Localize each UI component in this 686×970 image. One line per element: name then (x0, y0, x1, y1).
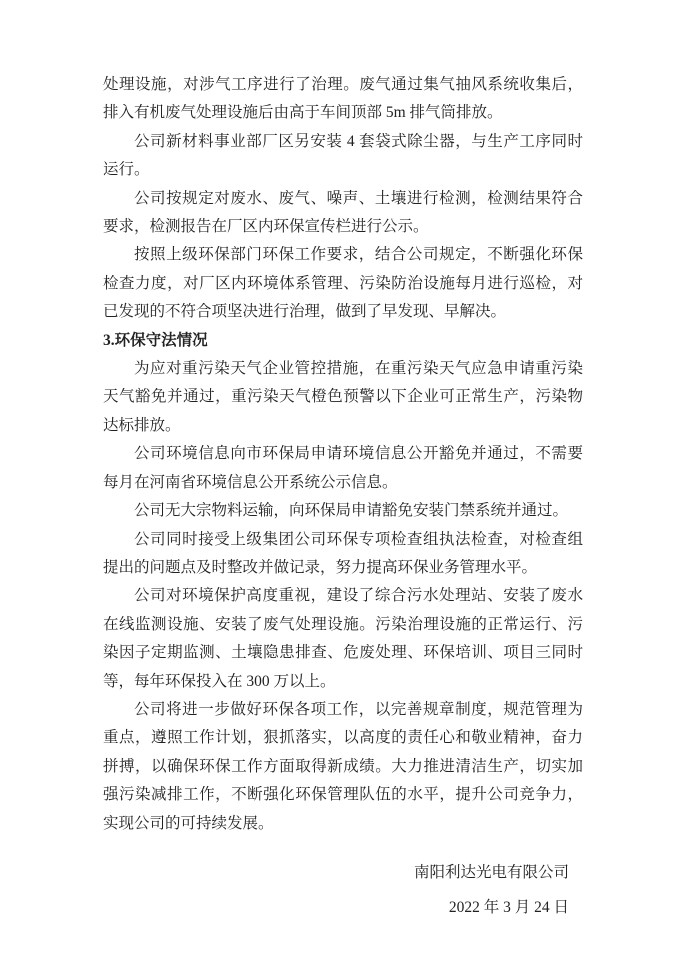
paragraph-future-plan: 公司将进一步做好环保各项工作，以完善规章制度，规范管理为重点，遵照工作计划，狠抓落实，以高度的责任心和敬业精神，奋力拼搏，以确保环保工作方面取得新成绩。大力推进清洁生产，切实加强污染减排工作，不断强化环保管理队伍的水平，提升公司竞争力，实现公司的可持续发展。 (103, 700, 583, 832)
paragraph-heavy-pollution-exemption: 为应对重污染天气企业管控措施，在重污染天气应急申请重污染天气豁免并通过，重污染天气橙色预警以下企业可正常生产，污染物达标排放。 (103, 360, 583, 434)
paragraph-environment-investment: 公司对环境保护高度重视，建设了综合污水处理站、安装了废水在线监测设施、安装了废气处理设施。污染治理设施的正常运行、污染因子定期监测、土壤隐患排查、危废处理、环保培训、项目三同时等，每年环保投入在 300 万以上。 (103, 587, 583, 690)
company-signature: 南阳利达光电有限公司 (413, 863, 569, 881)
section-heading-compliance: 3.环保守法情况 (103, 331, 208, 349)
document-body (103, 71, 583, 923)
paragraph-group-law-inspection: 公司同时接受上级集团公司环保专项检查组执法检查，对检查组提出的问题点及时整改并做记录，努力提高环保业务管理水平。 (103, 530, 583, 576)
paragraph-no-bulk-transport: 公司无大宗物料运输，向环保局申请豁免安装门禁系统并通过。 (134, 502, 569, 520)
paragraph-monthly-inspection: 按照上级环保部门环保工作要求，结合公司规定，不断强化环保检查力度，对厂区内环境体系管理、污染防治设施每月进行巡检，对已发现的不符合项坚决进行治理，做到了早发现、早解决。 (103, 246, 583, 321)
signature-date: 2022 年 3 月 24 日 (448, 899, 569, 917)
signature-block (103, 859, 583, 923)
paragraph-info-disclosure-exemption: 公司环境信息向市环保局申请环境信息公开豁免并通过，不需要每月在河南省环境信息公开系统公示信息。 (103, 445, 583, 491)
paragraph-dust-collectors: 公司新材料事业部厂区另安装 4 套袋式除尘器，与生产工序同时运行。 (103, 132, 583, 179)
paragraph-gas-treatment-continuation: 处理设施，对涉气工序进行了治理。废气通过集气抽风系统收集后，排入有机废气处理设施后由高于车间顶部 5m 排气筒排放。 (103, 76, 583, 122)
paragraph-testing-publicity: 公司按规定对废水、废气、噪声、土壤进行检测，检测结果符合要求，检测报告在厂区内环保宣传栏进行公示。 (103, 189, 583, 236)
